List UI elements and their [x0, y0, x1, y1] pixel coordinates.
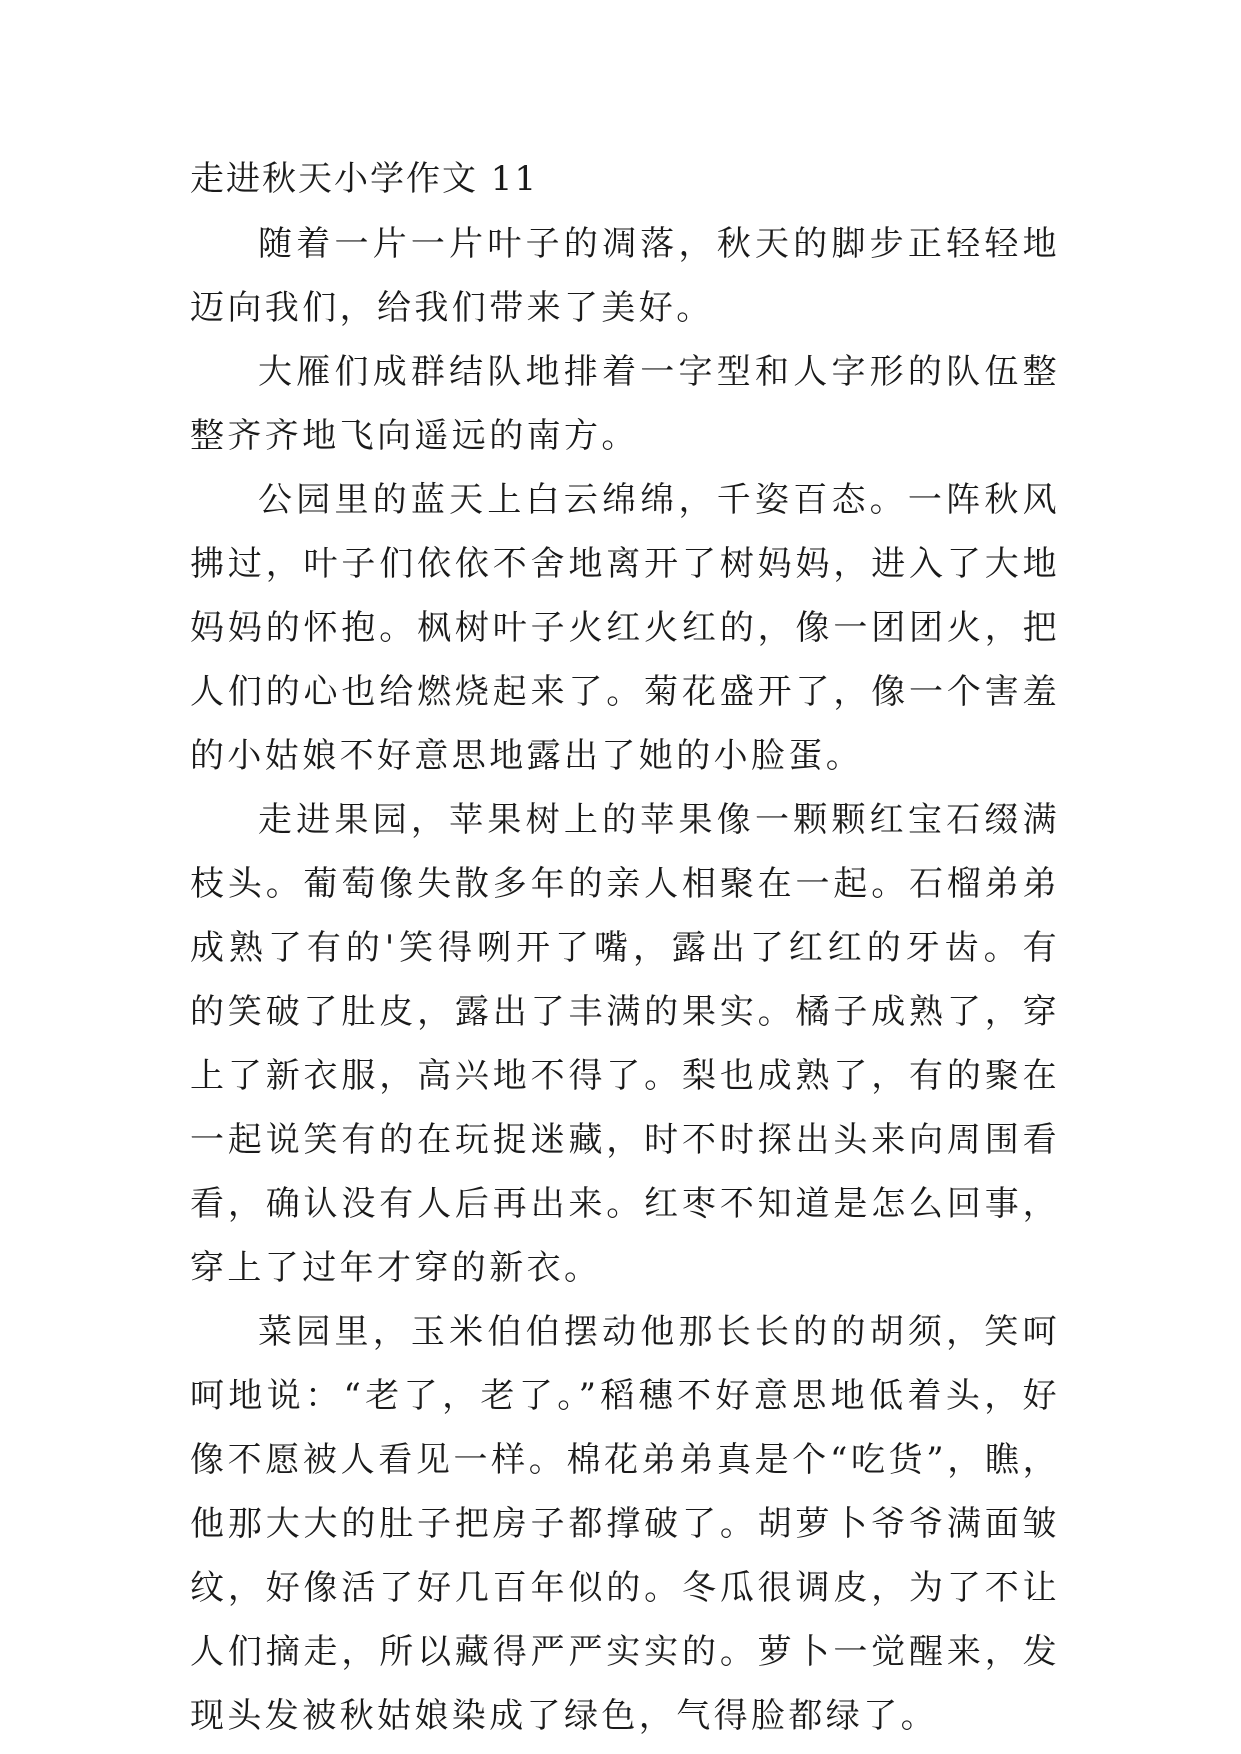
paragraph-3: 公园里的蓝天上白云绵绵，千姿百态。一阵秋风拂过，叶子们依依不舍地离开了树妈妈，进入了大地妈妈的怀抱。枫树叶子火红火红的，像一团团火，把人们的心也给燃烧起来了。菊花盛开了，像一个害羞的小姑娘不好意思地露出了她的小脸蛋。 [190, 480, 1060, 776]
document-page [190, 150, 1060, 1748]
document-title: 走进秋天小学作文 11 [190, 159, 539, 199]
paragraph-2: 大雁们成群结队地排着一字型和人字形的队伍整整齐齐地飞向遥远的南方。 [190, 352, 1060, 456]
paragraph-1: 随着一片一片叶子的凋落，秋天的脚步正轻轻地迈向我们，给我们带来了美好。 [190, 224, 1060, 328]
paragraph-5: 菜园里，玉米伯伯摆动他那长长的的胡须，笑呵呵地说：“老了，老了。”稻穗不好意思地低着头，好像不愿被人看见一样。棉花弟弟真是个“吃货”，瞧，他那大大的肚子把房子都撑破了。胡萝卜爷爷满面皱纹，好像活了好几百年似的。冬瓜很调皮，为了不让人们摘走，所以藏得严严实实的。萝卜一觉醒来，发现头发被秋姑娘染成了绿色，气得脸都绿了。 [190, 1312, 1060, 1736]
paragraph-4: 走进果园，苹果树上的苹果像一颗颗红宝石缀满枝头。葡萄像失散多年的亲人相聚在一起。石榴弟弟成熟了有的'笑得咧开了嘴，露出了红红的牙齿。有的笑破了肚皮，露出了丰满的果实。橘子成熟了，穿上了新衣服，高兴地不得了。梨也成熟了，有的聚在一起说笑有的在玩捉迷藏，时不时探出头来向周围看看，确认没有人后再出来。红枣不知道是怎么回事，穿上了过年才穿的新衣。 [190, 800, 1060, 1288]
